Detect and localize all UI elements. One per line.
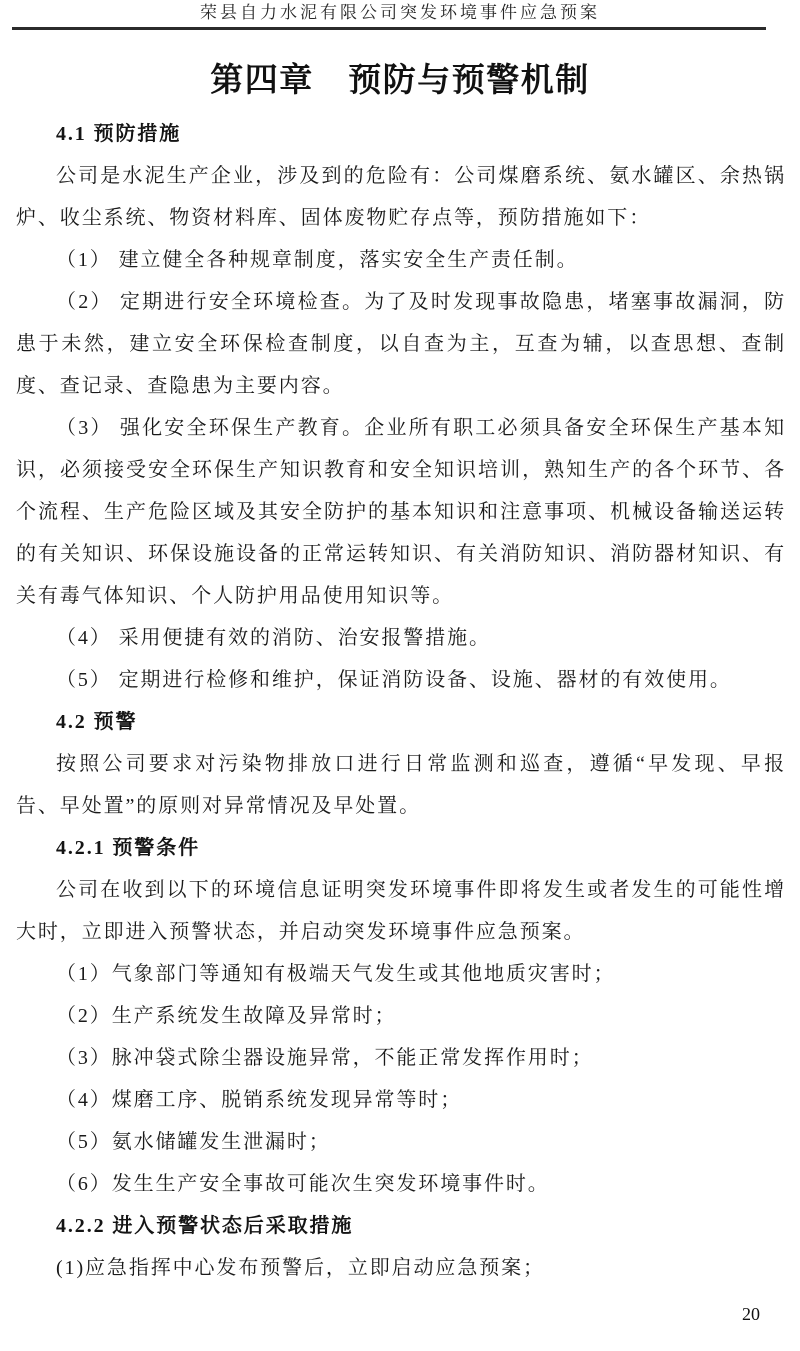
paragraph-4-2-1-intro: 公司在收到以下的环境信息证明突发环境事件即将发生或者发生的可能性增大时，立即进入预警状态，并启动突发环境事件应急预案。 — [16, 879, 786, 943]
list-item-4-2-1-4: （4）煤磨工序、脱销系统发现异常等时； — [56, 1089, 463, 1111]
section-heading-4-2-2: 4.2.2 进入预警状态后采取措施 — [56, 1215, 354, 1237]
list-item-4-2-1-3: （3）脉冲袋式除尘器设施异常，不能正常发挥作用时； — [56, 1047, 594, 1069]
list-item-4-2-1-1: （1）气象部门等通知有极端天气发生或其他地质灾害时； — [56, 963, 616, 985]
document-body — [16, 113, 786, 1289]
list-item-4-1-1: （1） 建立健全各种规章制度，落实安全生产责任制。 — [56, 249, 579, 271]
list-item-4-1-3: （3） 强化安全环保生产教育。企业所有职工必须具备安全环保生产基本知识，必须接受安全环保生产知识教育和安全知识培训，熟知生产的各个环节、各个流程、生产危险区域及其安全防护的基本知识和注意事项、机械设备输送运转的有关知识、环保设施设备的正常运转知识、有关消防知识、消防器材知识、有关有毒气体知识、个人防护用品使用知识等。 — [16, 417, 786, 607]
page-header — [0, 0, 800, 30]
list-item-4-2-1-5: （5）氨水储罐发生泄漏时； — [56, 1131, 331, 1153]
list-item-4-2-2-1: (1)应急指挥中心发布预警后，立即启动应急预案； — [56, 1257, 545, 1279]
section-heading-4-2-1: 4.2.1 预警条件 — [56, 837, 200, 859]
paragraph-4-2-intro: 按照公司要求对污染物排放口进行日常监测和巡查，遵循“早发现、早报告、早处置”的原则对异常情况及早处置。 — [16, 753, 786, 817]
header-rule — [12, 27, 766, 30]
page-number: 20 — [742, 1304, 760, 1324]
paragraph-4-1-intro: 公司是水泥生产企业，涉及到的危险有：公司煤磨系统、氨水罐区、余热锅炉、收尘系统、物资材料库、固体废物贮存点等，预防措施如下： — [16, 165, 786, 229]
chapter-title: 第四章 预防与预警机制 — [210, 63, 590, 99]
list-item-4-2-1-6: （6）发生生产安全事故可能次生突发环境事件时。 — [56, 1173, 550, 1195]
section-heading-4-1: 4.1 预防措施 — [56, 123, 182, 145]
list-item-4-1-2: （2） 定期进行安全环境检查。为了及时发现事故隐患，堵塞事故漏洞，防患于未然，建立安全环保检查制度，以自查为主，互查为辅，以查思想、查制度、查记录、查隐患为主要内容。 — [16, 291, 786, 397]
page-header-title: 荣县自力水泥有限公司突发环境事件应急预案 — [200, 3, 600, 22]
list-item-4-2-1-2: （2）生产系统发生故障及异常时； — [56, 1005, 397, 1027]
list-item-4-1-5: （5） 定期进行检修和维护，保证消防设备、设施、器材的有效使用。 — [56, 669, 732, 691]
section-heading-4-2: 4.2 预警 — [56, 711, 138, 733]
list-item-4-1-4: （4） 采用便捷有效的消防、治安报警措施。 — [56, 627, 491, 649]
